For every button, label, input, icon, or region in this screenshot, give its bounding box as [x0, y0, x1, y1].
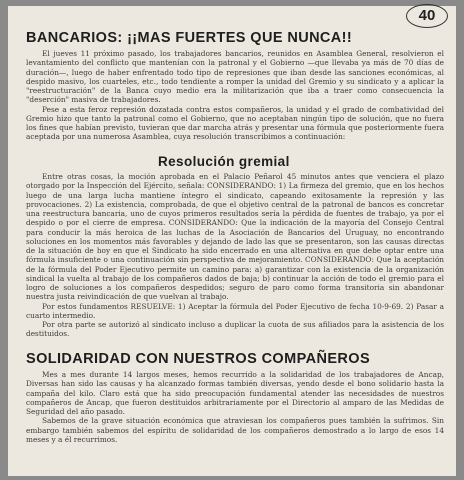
section-body-solidaridad [26, 370, 444, 444]
page-number: 40 [406, 4, 448, 28]
section-body-bancarios [26, 49, 444, 142]
section-title-bancarios: BANCARIOS: ¡¡MAS FUERTES QUE NUNCA!! [26, 30, 353, 46]
paragraph: Entre otras cosas, la moción aprobada en el Palacio Peñarol 45 minutos antes que venciera el plazo otorgado por la Inspección del Ejército, señala: CONSIDERANDO: 1) La firmeza del gremio, que en los hechos luego de una larga lucha mantiene íntegro el sindicato, capeando exitosamente la represión y las provocaciones. 2) La existencia, comprobada, de que el objetivo central de la patronal de bancos es concretar una reestructura bancaria, uno de cuyos primeros resultados sería la pérdida de fuentes de trabajo, ya por el despido o por el cierre de empresa. CONSIDERANDO: Que la indicación de la mayoría del Consejo Central para conducir la más heroica de las luchas de la Asociación de Bancarios del Uruguay, no encontrando soluciones en los momentos más favorables y dejando de lado las que se presentaron, son las causas directas de la situación de hoy en que el Sindicato ha sido encerrado en una alternativa en que debe optar entre una fórmula insuficiente o una continuación sin perspectiva de mejoramiento. CONSIDERANDO: Que la aceptación de la fórmula del Poder Ejecutivo permite un camino para: a) garantizar con la existencia de la organización sindical la vuelta al trabajo de los compañeros dados de baja; b) continuar la acción de todo el gremio para el logro de soluciones a los compañeros despedidos; seguro de paro como forma transitoria sin abandonar nuestra justa reivindicación de que vuelvan al trabajo. [26, 172, 444, 302]
document-page [8, 6, 456, 476]
paragraph: Por estos fundamentos RESUELVE: 1) Aceptar la fórmula del Poder Ejecutivo de fecha 10-9-69. 2) Pasar a cuarto intermedio. [26, 301, 444, 320]
paragraph: El jueves 11 próximo pasado, los trabajadores bancarios, reunidos en Asamblea General, resolvieron el levantamiento del conflicto que mantenían con la patronal y el Gobierno —que llevaba ya más de 70 días de duración—, luego de haber enfrentado todo tipo de represiones que iban desde las sanciones económicas, al despido masivo, los cuarteles, etc., todo tendiente a romper la unidad del Gremio y su sindicato y a aplicar la "reestructuración" de la Banca cuyo medio era la militarización que iba a traer como consecuencia la "deserción" masiva de trabajadores. [26, 49, 444, 105]
section-title-solidaridad: SOLIDARIDAD CON NUESTROS COMPAÑEROS [26, 351, 371, 367]
section-body-resolucion [26, 172, 444, 339]
paragraph: Pese a esta feroz represión dozatada contra estos compañeros, la unidad y el grado de combatividad del Gremio hizo que tanto la patronal como el Gobierno, que no aceptaban ningún tipo de solución, que no fuera los fines que habían previsto, tuvieran que dar marcha atrás y presentar una fórmula que posteriormente fuera aceptada por una numerosa Asamblea, cuya resolución transcribimos a continuación: [26, 104, 444, 142]
paragraph: Sabemos de la grave situación económica que atraviesan los compañeros pues también la sufrimos. Sin embargo también sabemos del espíritu de solidaridad de los compañeros demostrado a lo largo de esos 14 meses y a él recurrimos. [26, 416, 444, 444]
paragraph: Mes a mes durante 14 largos meses, hemos recurrido a la solidaridad de los trabajadores de Ancap, Diversas han sido las causas y ha alcanzado formas también diversas, yendo desde el bono solidario hasta la campaña del kilo. Claro está que ha sido preocupación fundamental atender las necesidades de nuestros compañeros de Ancap, que fueron destituidos arbitrariamente por el Directorio al amparo de las Medidas de Seguridad del año pasado. [26, 370, 444, 416]
section-title-resolucion: Resolución gremial [158, 154, 290, 169]
paragraph: Por otra parte se autorizó al sindicato incluso a duplicar la cuota de sus afiliados para la asistencia de los destituidos. [26, 320, 444, 339]
